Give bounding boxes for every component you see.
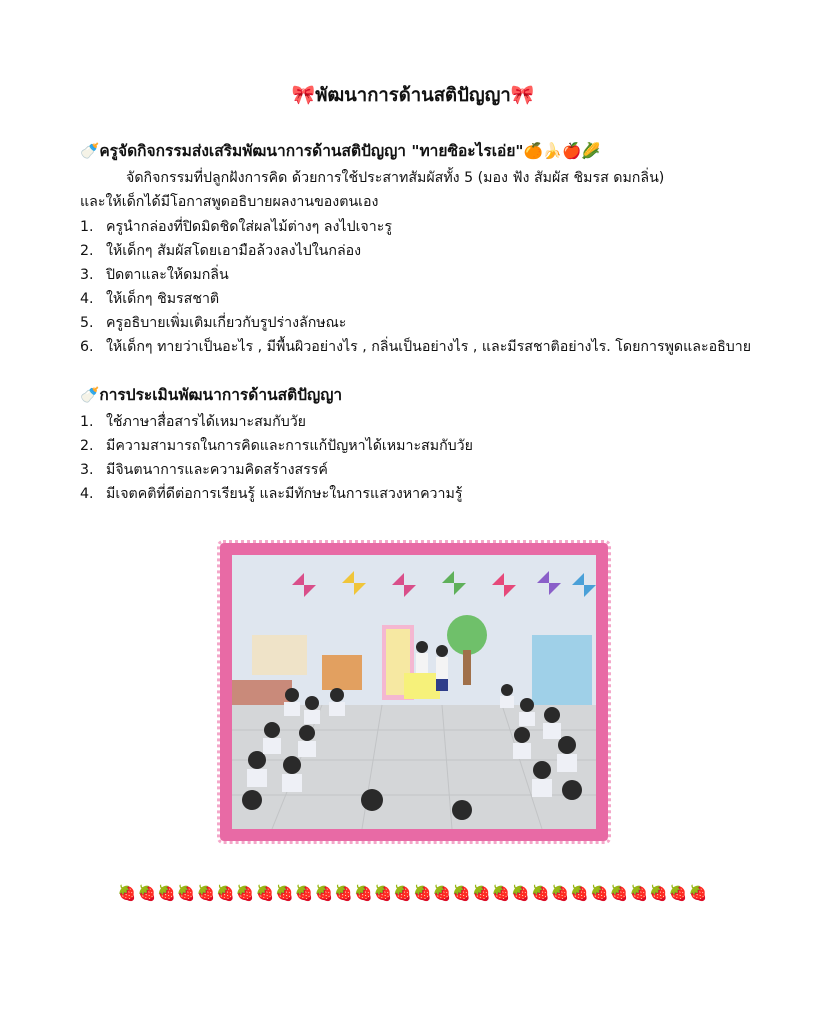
classroom-scene-illustration bbox=[232, 555, 596, 829]
intro-line-1: จัดกิจกรรมที่ปลูกฝังการคิด ด้วยการใช้ประสาทสัมผัสทั้ง 5 (มอง ฟัง สัมผัส ชิมรส ดมกลิ่น) bbox=[126, 170, 665, 186]
strawberry-divider: 🍓🍓🍓🍓🍓🍓🍓🍓🍓🍓🍓🍓🍓🍓🍓🍓🍓🍓🍓🍓🍓🍓🍓🍓🍓🍓🍓🍓🍓🍓 bbox=[117, 884, 709, 902]
list-item: 4. ให้เด็กๆ ชิมรสชาติ bbox=[80, 291, 220, 307]
activity-steps bbox=[80, 215, 770, 359]
list-item: 5. ครูอธิบายเพิ่มเติมเกี่ยวกับรูปร่างลักษณะ bbox=[80, 315, 347, 331]
list-item: 2. มีความสามารถในการคิดและการแก้ปัญหาได้เหมาะสมกับวัย bbox=[80, 438, 473, 454]
activity-heading bbox=[80, 138, 601, 164]
page-title bbox=[0, 80, 826, 111]
intro-line-2: และให้เด็กได้มีโอกาสพูดอธิบายผลงานของตนเอง bbox=[80, 194, 379, 210]
classroom-photo bbox=[232, 555, 596, 829]
list-item: 3. ปิดตาและให้ดมกลิ่น bbox=[80, 267, 229, 283]
ribbon-icon: 🎀 bbox=[291, 84, 316, 106]
baby-bottle-icon: 🍼 bbox=[80, 142, 100, 160]
baby-bottle-icon: 🍼 bbox=[80, 386, 100, 404]
list-item: 2. ให้เด็กๆ สัมผัสโดยเอามือล้วงลงไปในกล่อง bbox=[80, 243, 362, 259]
activity-heading-text: ครูจัดกิจกรรมส่งเสริมพัฒนาการด้านสติปัญญา "ทายซิอะไรเอ่ย" bbox=[99, 142, 524, 160]
list-item: 3. มีจินตนาการและความคิดสร้างสรรค์ bbox=[80, 462, 328, 478]
activity-intro bbox=[80, 166, 770, 214]
evaluation-heading-text: การประเมินพัฒนาการด้านสติปัญญา bbox=[99, 386, 343, 404]
evaluation-list bbox=[80, 410, 770, 506]
classroom-photo-frame bbox=[220, 543, 608, 841]
page-title-text: พัฒนาการด้านสติปัญญา bbox=[315, 85, 511, 106]
list-item: 1. ใช้ภาษาสื่อสารได้เหมาะสมกับวัย bbox=[80, 414, 306, 430]
evaluation-heading bbox=[80, 382, 342, 408]
fruit-icons: 🍊🍌🍎🌽 bbox=[523, 142, 601, 160]
ribbon-icon: 🎀 bbox=[510, 84, 535, 106]
list-item: 1. ครูนำกล่องที่ปิดมิดชิดใส่ผลไม้ต่างๆ ลงไปเจาะรู bbox=[80, 219, 392, 235]
list-item: 4. มีเจตคติที่ดีต่อการเรียนรู้ และมีทักษะในการแสวงหาความรู้ bbox=[80, 486, 463, 502]
list-item: 6. ให้เด็กๆ ทายว่าเป็นอะไร , มีพื้นผิวอย่างไร , กลิ่นเป็นอย่างไร , และมีรสชาติอย่างไร. โดยการพูดและอธิบาย bbox=[80, 339, 752, 355]
